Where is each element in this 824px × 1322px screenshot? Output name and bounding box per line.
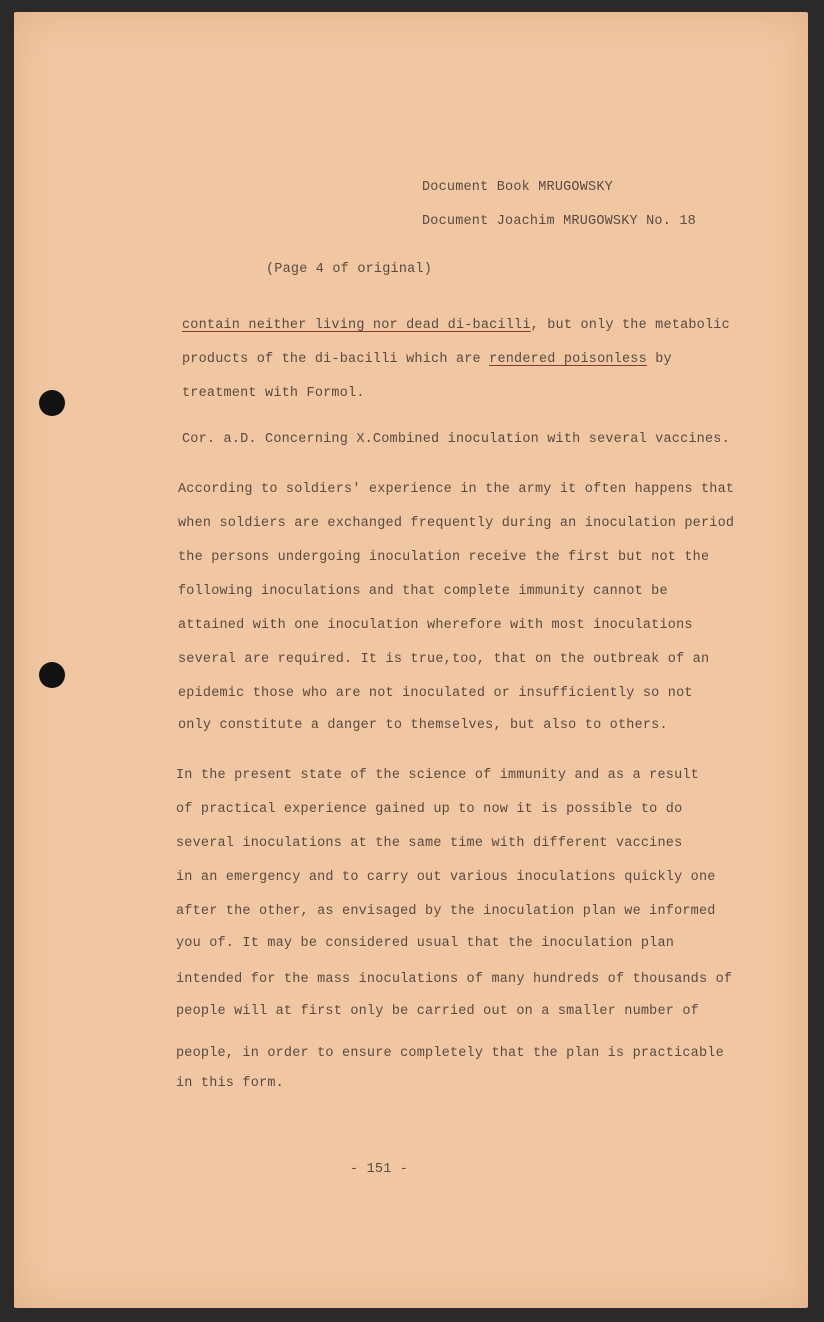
para3-line: several inoculations at the same time with different vaccines [176, 836, 683, 851]
para2-line: several are required. It is true,too, that on the outbreak of an [178, 652, 710, 667]
para2-line: epidemic those who are not inoculated or insufficiently so not [178, 686, 693, 701]
para1-line2-b: by [646, 352, 672, 367]
para2-line: following inoculations and that complete immunity cannot be [178, 584, 668, 599]
para2-line: According to soldiers' experience in the army it often happens that [178, 482, 735, 497]
para3-line: you of. It may be considered usual that the inoculation plan [176, 936, 675, 951]
section-heading: Cor. a.D. Concerning X.Combined inoculation with several vaccines. [182, 432, 730, 447]
para3-line: people, in order to ensure completely that the plan is practicable [176, 1046, 724, 1061]
para2-line: attained with one inoculation wherefore with most inoculations [178, 618, 693, 633]
para1-line2-a: products of the di-bacilli which are [182, 352, 490, 367]
header-document-book: Document Book MRUGOWSKY [422, 180, 613, 195]
document-page [14, 12, 808, 1308]
para3-line: In the present state of the science of immunity and as a result [176, 768, 699, 783]
header-document-number: Document Joachim MRUGOWSKY No. 18 [422, 214, 696, 229]
page-reference: (Page 4 of original) [266, 262, 433, 277]
para3-line: in this form. [176, 1076, 284, 1091]
para1-line1-rest: , but only the metabolic [530, 318, 730, 333]
para1-line2 [182, 352, 672, 367]
para1-line1 [182, 318, 730, 333]
para3-line: people will at first only be carried out on a smaller number of [176, 1004, 699, 1019]
underlined-phrase: contain neither living nor dead di-bacilli [182, 318, 531, 333]
para3-line: after the other, as envisaged by the inoculation plan we informed [176, 904, 716, 919]
underlined-phrase: rendered poisonless [489, 352, 647, 367]
para1-line3: treatment with Formol. [182, 386, 365, 401]
punch-hole-top [39, 390, 65, 416]
para2-line: the persons undergoing inoculation receive the first but not the [178, 550, 710, 565]
para2-line: only constitute a danger to themselves, but also to others. [178, 718, 668, 733]
para3-line: of practical experience gained up to now it is possible to do [176, 802, 683, 817]
page-number: - 151 - [350, 1162, 409, 1177]
para3-line: intended for the mass inoculations of many hundreds of thousands of [176, 972, 733, 987]
para2-line: when soldiers are exchanged frequently during an inoculation period [178, 516, 735, 531]
para3-line: in an emergency and to carry out various inoculations quickly one [176, 870, 716, 885]
punch-hole-bottom [39, 662, 65, 688]
